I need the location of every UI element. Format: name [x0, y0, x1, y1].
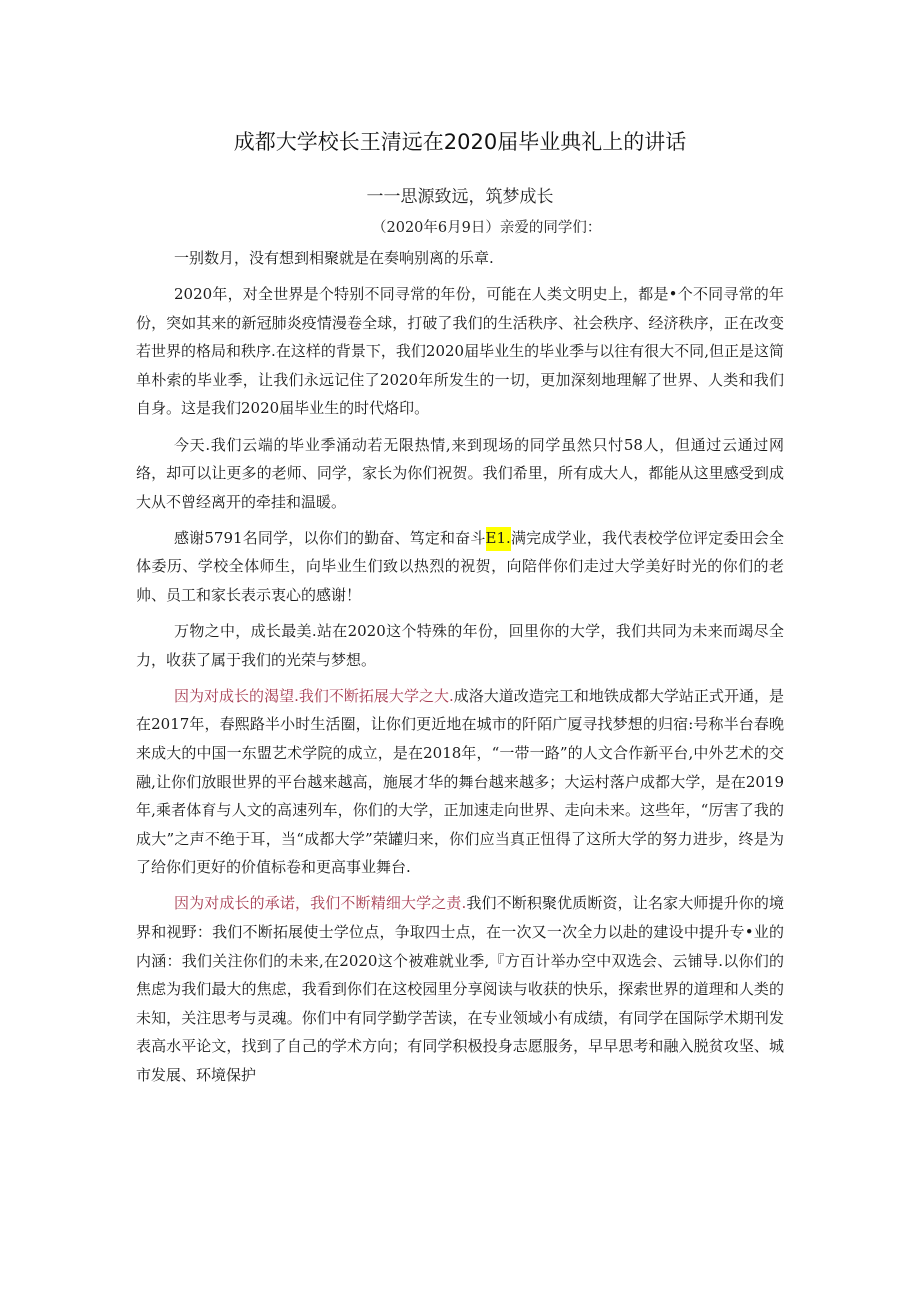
document-subtitle: 一一思源致远，筑梦成长	[366, 187, 554, 207]
paragraph-3: 今天.我们云端的毕业季涌动若无限热情,来到现场的同学虽然只忖58人，但通过云通过网络，却可以让更多的老师、同学，家长为你们祝贺。我们希里，所有成大人，都能从这里感受到成大从不曾经离开的牵挂和温暖。	[136, 435, 784, 511]
paragraph-6-heading: 因为对成长的渴望.我们不断拓展大学之大.	[174, 686, 454, 705]
speech-body	[136, 244, 784, 1097]
document-title: 成都大学校长王清远在2020届毕业典礼上的讲话	[233, 130, 687, 154]
paragraph-5: 万物之中，成长最美.站在2020这个特殊的年份，回里你的大学，我们共同为未来而竭尽全力，收获了属于我们的光荣与梦想。	[136, 622, 784, 669]
paragraph-6-body: 成洛大道改造完工和地铁成都大学站正式开通，是在2017年，春熙路半小时生活圈，让你们更近地在城市的阡陌广厦寻找梦想的归宿:号称半台春晚来成大的中国一东盟艺术学院的成立，是在2018年，“一带一路”的人文合作新平台,中外艺术的交融,让你们放眼世界的平台越来越高，施展才华的舞台越来越多；大运村落户成都大学，是在2019年,乘者体育与人文的高速列车，你们的大学，正加速走向世界、走向未来。这些年，“厉害了我的成大”之声不绝于耳，当“成都大学”荣罐归来，你们应当真正忸得了这所大学的努力进步，终是为了给你们更好的价值标卷和更高事业舞台.	[136, 686, 784, 877]
paragraph-7	[136, 889, 784, 1089]
paragraph-4	[136, 524, 784, 610]
paragraph-6	[136, 682, 784, 882]
paragraph-4-end: 满完成学业，我代表校学位评定委田会全体委历、学校全体师生，向毕业生们致以热烈的祝贺，向陪伴你们走过大学美好时光的你们的老帅、员工和家长表示衷心的感谢！	[136, 528, 784, 605]
paragraph-7-heading: 因为对成长的承诺，我们不断精细大学之责.	[174, 894, 467, 913]
paragraph-2: 2020年，对全世界是个特别不同寻常的年份，可能在人类文明史上，都是•个不同寻常的年份，突如其来的新冠肺炎疫情漫卷全球，打破了我们的生活秩序、社会秩序、经济秩序，正在改变若世界的格局和秩序.在这样的背景下，我们2020届毕业生的毕业季与以往有很大不同,但正是这简单朴索的毕业季，让我们永远记住了2020年所发生的一切，更加深刻地理解了世界、人类和我们自身。这是我们2020届毕业生的时代烙印。	[136, 285, 784, 418]
highlighted-text: E1.	[486, 527, 511, 551]
paragraph-7-body: 我们不断积聚优质断资，让名家大师提升你的境界和视野：我们不断拓展使士学位点，争取四士点，在一次又一次全力以赴的建设中提升专•业的内涵：我们关注你们的未来,在2020这个被难就业季,『方百计举办空中双选会、云铺导.以你们的焦虑为我们最大的焦虑，我看到你们在这校园里分享阅读与收获的快乐，探索世界的道理和人类的未知，关注思考与灵魂。你们中有同学勤学苦读，在专业领域小有成绩，有同学在国际学术期刊发表高水平论文，找到了自己的学术方向；有同学积极投身志愿服务，早早思考和融入脱贫攻坚、城市发展、环境保护	[136, 894, 784, 1085]
paragraph-1: 一别数月，没有想到相聚就是在奏响别离的乐章.	[174, 249, 494, 267]
dateline-salutation: （2020年6月9日）亲爱的同学们：	[372, 220, 602, 236]
paragraph-4-start: 感谢5791名同学，以你们的勤奋、笃定和奋斗	[174, 528, 486, 547]
